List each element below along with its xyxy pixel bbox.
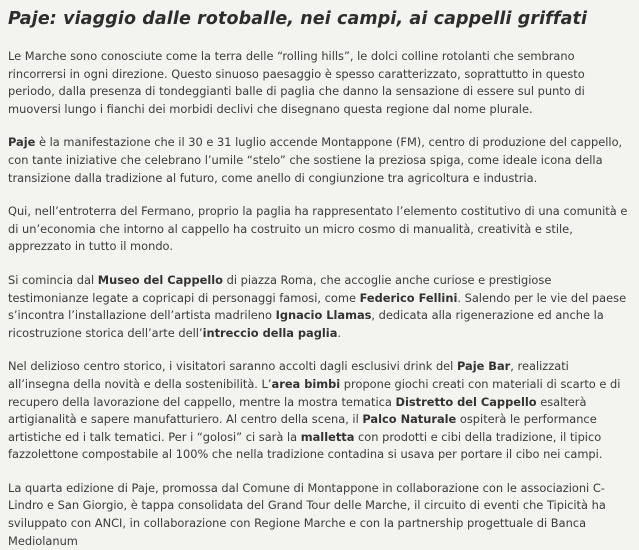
bold-text: area bimbi <box>271 376 341 391</box>
bold-text: Palco Naturale <box>362 412 457 427</box>
paragraph-4 <box>8 272 632 342</box>
bold-text: Paje <box>8 135 36 150</box>
text-run: . Salendo per le vie del paese s’incontra l’installazione dell’artista madrileno <box>8 290 627 323</box>
text-run: propone giochi creati con materiali di scarto e di recupero della lavorazione del cappello, mentre la mostra tematica <box>8 376 621 409</box>
text-run: , realizzati all’insegna della novità e della sostenibilità. L’ <box>8 359 569 391</box>
text-run: Qui, nell’entroterra del Fermano, proprio la paglia ha rappresentato l’elemento costitutivo di una comunità e di un’economia che intorno al cappello ha costruito un micro cosmo di manualità, creatività e stile, apprezzato in tutto il mondo. <box>8 204 628 254</box>
paragraph-3 <box>8 203 632 256</box>
paragraph-6 <box>8 480 632 550</box>
paragraph-5 <box>8 358 632 464</box>
bold-text: Ignacio Llamas <box>275 308 372 323</box>
paragraph-2 <box>8 134 632 187</box>
paragraph-1 <box>8 48 632 118</box>
text-run: è la manifestazione che il 30 e 31 luglio accende Montappone (FM), centro di produzione del cappello, con tante iniziative che celebrano l’umile “stelo” che sostiene la preziosa spiga, come ideale icona della transizione dalla tradizione al futuro, come anello di congiunzione tra agricoltura e industria. <box>8 135 623 185</box>
bold-text: malletta <box>300 429 355 444</box>
bold-text: intreccio della paglia <box>202 325 338 340</box>
text-run: , dedicata alla rigenerazione ed anche la ricostruzione storica dell’arte dell’ <box>8 308 604 340</box>
text-run: Le Marche sono conosciute come la terra delle “rolling hills”, le dolci colline rotolanti che sembrano rincorrersi in ogni direzione. Questo sinuoso paesaggio è spesso caratterizzato, soprattutto in questo periodo, dalla presenza di tondeggianti balle di paglia che danno la sensazione di essere sul punto di muoversi lungo i fianchi dei morbidi declivi che disegnano questa regione dal nome plurale. <box>8 49 585 116</box>
text-run: La quarta edizione di Paje, promossa dal Comune di Montappone in collaborazione con le associazioni C-Lindro e San Giorgio, è tappa consolidata del Grand Tour delle Marche, il circuito di eventi che Tipicità ha sviluppato con ANCI, in collaborazione con Regione Marche e con la partnership progettuale di Banca Mediolanum <box>8 480 606 548</box>
bold-text: Federico Fellini <box>359 290 458 305</box>
text-run: ospiterà le performance artistiche ed i talk tematici. Per i “golosi” ci sarà la <box>8 412 597 444</box>
text-run: esalterà artigianalità e sapere manufatturiero. Al centro della scena, il <box>8 394 587 427</box>
article-title: Paje: viaggio dalle rotoballe, nei campi, ai cappelli griffati <box>8 9 588 29</box>
text-run: di piazza Roma, che accoglie anche curiose e prestigiose testimonianze legate a copricapi di personaggi famosi, come <box>8 272 552 305</box>
text-run: . <box>337 325 342 340</box>
bold-text: Museo del Cappello <box>97 272 223 287</box>
text-run: con prodotti e cibi della tradizione, il tipico fazzolettone compostabile al 100% che nella tradizione contadina si usava per portare il cibo nei campi. <box>8 429 603 462</box>
text-run: Nel delizioso centro storico, i visitatori saranno accolti dagli esclusivi drink del <box>8 359 457 374</box>
bold-text: Paje Bar <box>456 359 511 374</box>
bold-text: Distretto del Cappello <box>395 394 537 409</box>
text-run: Si comincia dal <box>8 272 98 287</box>
